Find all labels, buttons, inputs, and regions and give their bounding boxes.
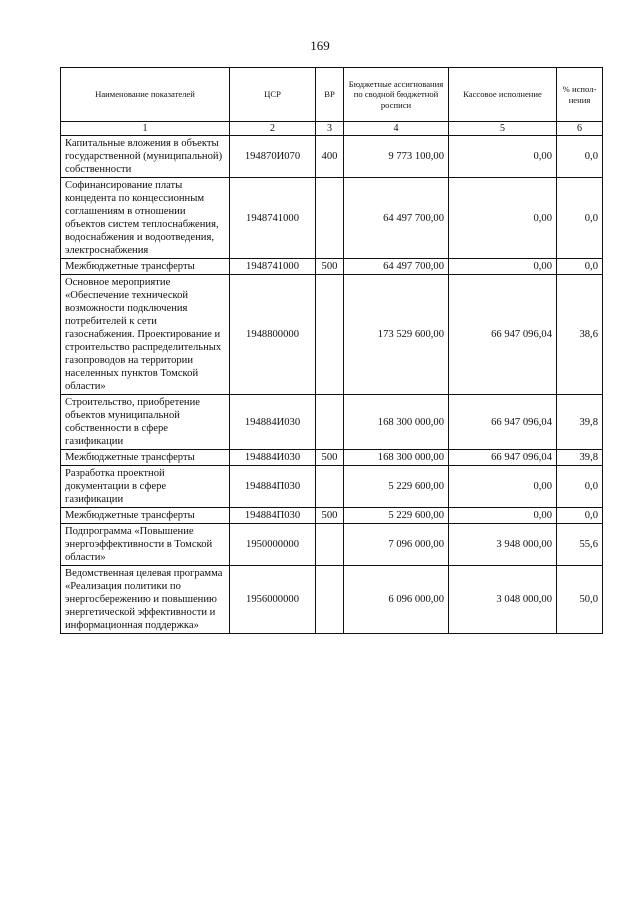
row-name: Межбюджетные трансферты [61, 508, 230, 524]
budget-execution-table [60, 67, 603, 634]
row-percent: 0,0 [557, 136, 603, 178]
row-csr: 194870И070 [230, 136, 316, 178]
row-vr: 500 [316, 450, 344, 466]
header-percent: % испол-нения [557, 68, 603, 122]
row-name: Разработка проектной документации в сфере газификации [61, 466, 230, 508]
row-percent: 0,0 [557, 178, 603, 259]
row-budget: 6 096 000,00 [344, 566, 449, 634]
column-number: 3 [316, 122, 344, 136]
row-cash: 3 048 000,00 [449, 566, 557, 634]
row-csr: 194884И030 [230, 450, 316, 466]
row-vr: 500 [316, 259, 344, 275]
table-row [61, 395, 603, 450]
row-csr: 194884П030 [230, 466, 316, 508]
row-percent: 0,0 [557, 259, 603, 275]
row-csr: 194884П030 [230, 508, 316, 524]
row-cash: 66 947 096,04 [449, 450, 557, 466]
row-csr: 194884И030 [230, 395, 316, 450]
row-budget: 168 300 000,00 [344, 450, 449, 466]
row-csr: 1950000000 [230, 524, 316, 566]
column-number: 2 [230, 122, 316, 136]
row-percent: 50,0 [557, 566, 603, 634]
table-row [61, 275, 603, 395]
row-cash: 0,00 [449, 508, 557, 524]
row-percent: 0,0 [557, 466, 603, 508]
row-cash: 3 948 000,00 [449, 524, 557, 566]
row-cash: 0,00 [449, 259, 557, 275]
row-vr: 400 [316, 136, 344, 178]
row-vr [316, 275, 344, 395]
header-row [61, 68, 603, 122]
row-cash: 66 947 096,04 [449, 395, 557, 450]
row-vr [316, 566, 344, 634]
row-cash: 66 947 096,04 [449, 275, 557, 395]
row-vr [316, 524, 344, 566]
header-cash: Кассовое исполнение [449, 68, 557, 122]
column-number: 6 [557, 122, 603, 136]
row-name: Капитальные вложения в объекты государственной (муниципальной) собственности [61, 136, 230, 178]
row-name: Межбюджетные трансферты [61, 259, 230, 275]
row-budget: 168 300 000,00 [344, 395, 449, 450]
column-number-row [61, 122, 603, 136]
row-budget: 7 096 000,00 [344, 524, 449, 566]
row-csr: 1948741000 [230, 259, 316, 275]
row-name: Основное мероприятие «Обеспечение технической возможности подключения потребителей к сети газоснабжения. Проектирование и строительство распределительных газопроводов на территории населенных пунктов Томской области» [61, 275, 230, 395]
row-budget: 64 497 700,00 [344, 178, 449, 259]
row-csr: 1956000000 [230, 566, 316, 634]
row-percent: 0,0 [557, 508, 603, 524]
page-number: 169 [310, 38, 330, 53]
row-name: Строительство, приобретение объектов муниципальной собственности в сфере газификации [61, 395, 230, 450]
row-budget: 64 497 700,00 [344, 259, 449, 275]
table-row [61, 450, 603, 466]
row-csr: 1948800000 [230, 275, 316, 395]
row-vr: 500 [316, 508, 344, 524]
row-cash: 0,00 [449, 466, 557, 508]
column-number: 4 [344, 122, 449, 136]
row-csr: 1948741000 [230, 178, 316, 259]
row-name: Ведомственная целевая программа «Реализация политики по энергосбережению и повышению энергетической эффективности и информационная поддержка» [61, 566, 230, 634]
row-budget: 9 773 100,00 [344, 136, 449, 178]
row-percent: 39,8 [557, 395, 603, 450]
table-row [61, 566, 603, 634]
table-row [61, 508, 603, 524]
row-name: Софинансирование платы концедента по концессионным соглашениям в отношении объектов систем теплоснабжения, водоснабжения и водоотведения, электроснабжения [61, 178, 230, 259]
table-row [61, 466, 603, 508]
table-row [61, 178, 603, 259]
header-budget: Бюджетные ассигнования по сводной бюджетной росписи [344, 68, 449, 122]
row-vr [316, 466, 344, 508]
column-number: 1 [61, 122, 230, 136]
table-row [61, 136, 603, 178]
table-row [61, 524, 603, 566]
header-name: Наименование показателей [61, 68, 230, 122]
row-percent: 38,6 [557, 275, 603, 395]
header-csr: ЦСР [230, 68, 316, 122]
row-cash: 0,00 [449, 136, 557, 178]
row-percent: 55,6 [557, 524, 603, 566]
row-budget: 5 229 600,00 [344, 508, 449, 524]
column-number: 5 [449, 122, 557, 136]
row-vr [316, 395, 344, 450]
row-name: Межбюджетные трансферты [61, 450, 230, 466]
row-cash: 0,00 [449, 178, 557, 259]
row-percent: 39,8 [557, 450, 603, 466]
row-name: Подпрограмма «Повышение энергоэффективности в Томской области» [61, 524, 230, 566]
row-budget: 5 229 600,00 [344, 466, 449, 508]
table-row [61, 259, 603, 275]
row-vr [316, 178, 344, 259]
header-vr: ВР [316, 68, 344, 122]
row-budget: 173 529 600,00 [344, 275, 449, 395]
